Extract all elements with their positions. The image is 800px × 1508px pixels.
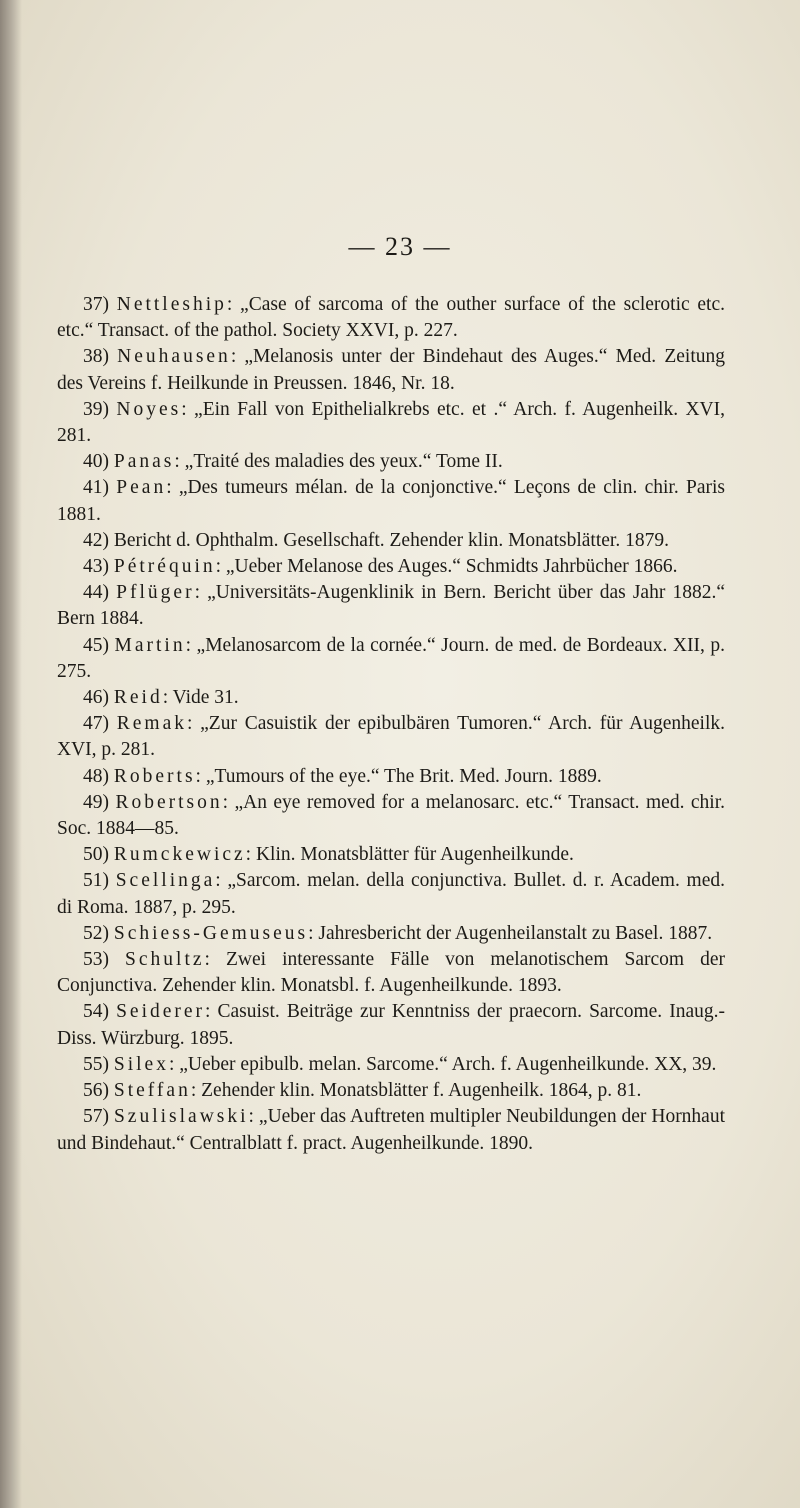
- reference-number: 39): [83, 398, 109, 420]
- reference-number: 49): [83, 791, 109, 813]
- reference-author: Martin: [114, 634, 186, 656]
- reference-number: 56): [83, 1080, 109, 1102]
- reference-text: : „Universitäts-Augenklinik in Bern. Bericht über das Jahr 1882.“ Bern 1884.: [57, 582, 726, 630]
- page-number: — 23 —: [348, 232, 452, 261]
- reference-entry: [57, 580, 725, 632]
- reference-text: : „Ein Fall von Epithelialkrebs etc. et .“ Arch. f. Augenheilk. XVI, 281.: [57, 398, 726, 447]
- reference-text: Bericht d. Ophthalm. Gesellschaft. Zehender klin. Monatsblätter. 1879.: [113, 529, 669, 551]
- reference-entry: [57, 292, 725, 344]
- reference-number: 41): [83, 477, 109, 499]
- reference-entry: [57, 921, 725, 947]
- reference-author: Scellinga: [115, 870, 216, 892]
- reference-author: Reid: [113, 687, 163, 709]
- reference-entry: [57, 475, 725, 527]
- reference-entry: [57, 947, 725, 999]
- reference-entry: [57, 1078, 725, 1104]
- reference-author: Pflüger: [116, 582, 195, 604]
- reference-entry: [57, 1104, 725, 1156]
- reference-author: Schultz: [125, 949, 205, 971]
- reference-number: 47): [83, 713, 109, 735]
- reference-text: : „Ueber epibulb. melan. Sarcome.“ Arch. f. Augenheilkunde. XX, 39.: [168, 1053, 717, 1075]
- reference-text: : „Traité des maladies des yeux.“ Tome II.: [174, 451, 503, 473]
- reference-number: 50): [83, 844, 109, 866]
- reference-entry: [57, 790, 725, 842]
- reference-author: Schiess-Gemuseus: [113, 922, 309, 944]
- reference-entry: [57, 999, 725, 1051]
- reference-entry: [57, 685, 725, 711]
- reference-author: Noyes: [116, 398, 182, 420]
- reference-entry: [57, 528, 725, 554]
- book-binding-shadow: [0, 0, 22, 1508]
- reference-entry: [57, 397, 725, 449]
- reference-author: Nettleship: [116, 294, 227, 315]
- reference-author: Remak: [116, 713, 187, 735]
- reference-number: 55): [83, 1053, 109, 1075]
- reference-author: Steffan: [113, 1080, 191, 1102]
- reference-list: [57, 292, 725, 1157]
- reference-entry: [57, 344, 725, 396]
- reference-text: : „Melanosis unter der Bindehaut des Auges.“ Med. Zeitung des Vereins f. Heilkunde in Preussen. 1846, Nr. 18.: [57, 346, 725, 394]
- reference-author: Panas: [113, 451, 175, 473]
- reference-entry: [57, 868, 725, 920]
- reference-entry: [57, 711, 725, 763]
- reference-number: 45): [83, 634, 109, 656]
- reference-number: 40): [83, 451, 109, 473]
- reference-number: 37): [83, 294, 109, 315]
- reference-author: Seiderer: [116, 1001, 206, 1023]
- reference-text: : „Tumours of the eye.“ The Brit. Med. Journ. 1889.: [195, 765, 602, 787]
- reference-text: : „Ueber Melanose des Auges.“ Schmidts Jahrbücher 1866.: [215, 556, 678, 578]
- reference-text: : „Des tumeurs mélan. de la conjonctive.“ Leçons de clin. chir. Paris 1881.: [57, 477, 726, 525]
- reference-text: : „Ueber das Auftreten multipler Neubildungen der Hornhaut und Bindehaut.“ Centralblatt f. pract. Augenheilkunde. 1890.: [57, 1106, 726, 1154]
- reference-text: : Zwei interessante Fälle von melanotischem Sarcom der Conjunctiva. Zehender klin. Monatsbl. f. Augenheilkunde. 1893.: [57, 949, 726, 997]
- reference-text: : „Zur Casuistik der epibulbären Tumoren.“ Arch. für Augenheilk. XVI, p. 281.: [57, 713, 725, 761]
- reference-author: Szulislawski: [113, 1106, 249, 1128]
- reference-number: 57): [83, 1106, 109, 1128]
- reference-text: : „An eye removed for a melanosarc. etc.“ Transact. med. chir. Soc. 1884—85.: [57, 791, 725, 840]
- reference-author: Roberts: [113, 765, 196, 787]
- reference-number: 43): [83, 556, 109, 578]
- reference-entry: [57, 1052, 725, 1078]
- reference-text: : „Sarcom. melan. della conjunctiva. Bullet. d. r. Academ. med. di Roma. 1887, p. 295.: [57, 870, 725, 918]
- reference-entry: [57, 554, 725, 580]
- reference-text: : „Melanosarcom de la cornée.“ Journ. de med. de Bordeaux. XII, p. 275.: [57, 634, 726, 682]
- reference-number: 38): [83, 346, 109, 368]
- reference-entry: [57, 449, 725, 475]
- reference-text: : „Case of sarcoma of the outher surface of the sclerotic etc. etc.“ Transact. of the pathol. Society XXVI, p. 227.: [57, 294, 725, 342]
- reference-author: Neuhausen: [117, 346, 231, 368]
- reference-author: Pétréquin: [113, 556, 216, 578]
- reference-author: Silex: [113, 1053, 169, 1075]
- reference-number: 54): [83, 1001, 109, 1023]
- reference-number: 46): [83, 687, 109, 709]
- reference-number: 53): [83, 949, 109, 971]
- reference-text: : Vide 31.: [162, 687, 239, 709]
- reference-number: 44): [83, 582, 109, 604]
- reference-text: : Casuist. Beiträge zur Kenntniss der praecorn. Sarcome. Inaug.-Diss. Würzburg. 1895.: [57, 1001, 725, 1049]
- reference-number: 48): [83, 765, 109, 787]
- reference-entry: [57, 633, 725, 685]
- reference-entry: [57, 764, 725, 790]
- reference-number: 42): [83, 529, 109, 551]
- reference-author: Pean: [116, 477, 167, 499]
- reference-text: : Zehender klin. Monatsblätter f. Augenheilk. 1864, p. 81.: [190, 1080, 642, 1102]
- reference-author: Rumckewicz: [113, 844, 246, 866]
- reference-number: 52): [83, 922, 109, 944]
- reference-text: : Jahresbericht der Augenheilanstalt zu Basel. 1887.: [308, 922, 713, 944]
- reference-number: 51): [83, 870, 109, 892]
- reference-entry: [57, 842, 725, 868]
- reference-text: : Klin. Monatsblätter für Augenheilkunde.: [245, 844, 574, 866]
- reference-author: Robertson: [115, 791, 223, 813]
